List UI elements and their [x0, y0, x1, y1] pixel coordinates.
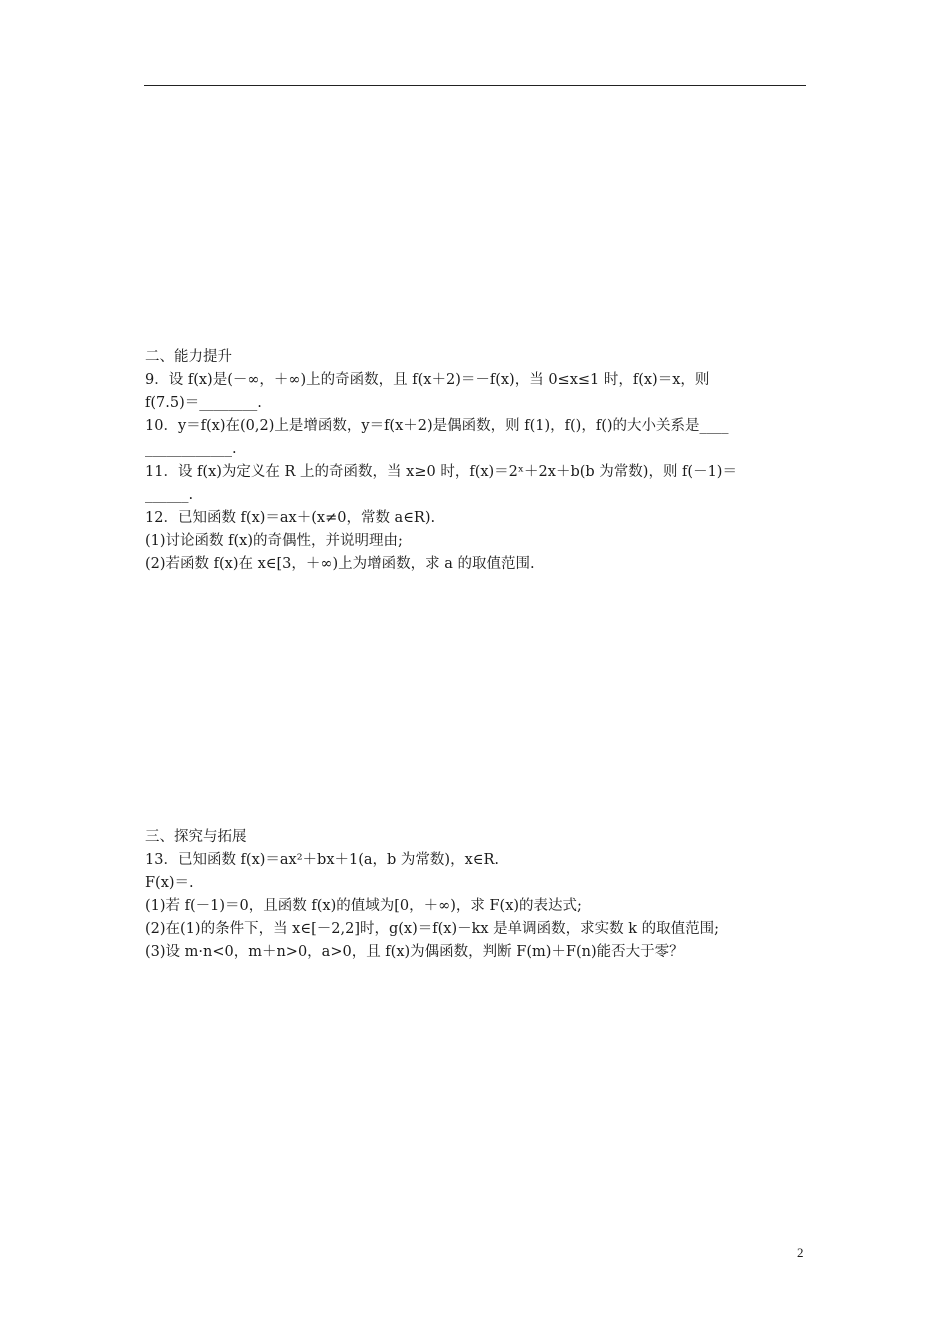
section-heading: 二、能力提升 — [145, 349, 232, 365]
problem-12-part-2: (2)若函数 f(x)在 x∈[3，＋∞)上为增函数，求 a 的取值范围. — [145, 556, 535, 572]
header-rule — [144, 85, 806, 86]
problem-9-line-2: f(7.5)＝________. — [145, 395, 262, 411]
problem-12-part-1: (1)讨论函数 f(x)的奇偶性，并说明理由; — [145, 533, 403, 549]
section-ability — [145, 346, 810, 576]
problem-9-line-1: 9．设 f(x)是(－∞，＋∞)上的奇函数，且 f(x＋2)＝－f(x)，当 0≤x≤1 时，f(x)＝x，则 — [145, 372, 710, 388]
problem-10-line-1: 10．y＝f(x)在(0,2)上是增函数，y＝f(x＋2)是偶函数，则 f(1)，f()，f()的大小关系是____ — [145, 418, 729, 434]
problem-13-definition: F(x)＝. — [145, 875, 194, 891]
problem-13-stem: 13．已知函数 f(x)＝ax²＋bx＋1(a，b 为常数)，x∈R. — [145, 852, 500, 868]
page-number: 2 — [797, 1245, 804, 1260]
problem-11-line-1: 11．设 f(x)为定义在 R 上的奇函数，当 x≥0 时，f(x)＝2ˣ＋2x＋b(b 为常数)，则 f(－1)＝ — [145, 464, 737, 480]
section-explore — [145, 826, 810, 964]
problem-13-part-3: (3)设 m·n<0，m＋n>0，a>0，且 f(x)为偶函数，判断 F(m)＋F(n)能否大于零？ — [145, 944, 684, 960]
problem-10-line-2: ____________. — [145, 441, 237, 457]
problem-11-line-2: ______. — [145, 487, 194, 503]
problem-12-stem: 12．已知函数 f(x)＝ax＋(x≠0，常数 a∈R). — [145, 510, 436, 526]
problem-13-part-2: (2)在(1)的条件下，当 x∈[－2,2]时，g(x)＝f(x)－kx 是单调函数，求实数 k 的取值范围; — [145, 921, 720, 937]
section-heading: 三、探究与拓展 — [145, 829, 247, 845]
problem-13-part-1: (1)若 f(－1)＝0，且函数 f(x)的值域为[0，＋∞)，求 F(x)的表达式; — [145, 898, 582, 914]
